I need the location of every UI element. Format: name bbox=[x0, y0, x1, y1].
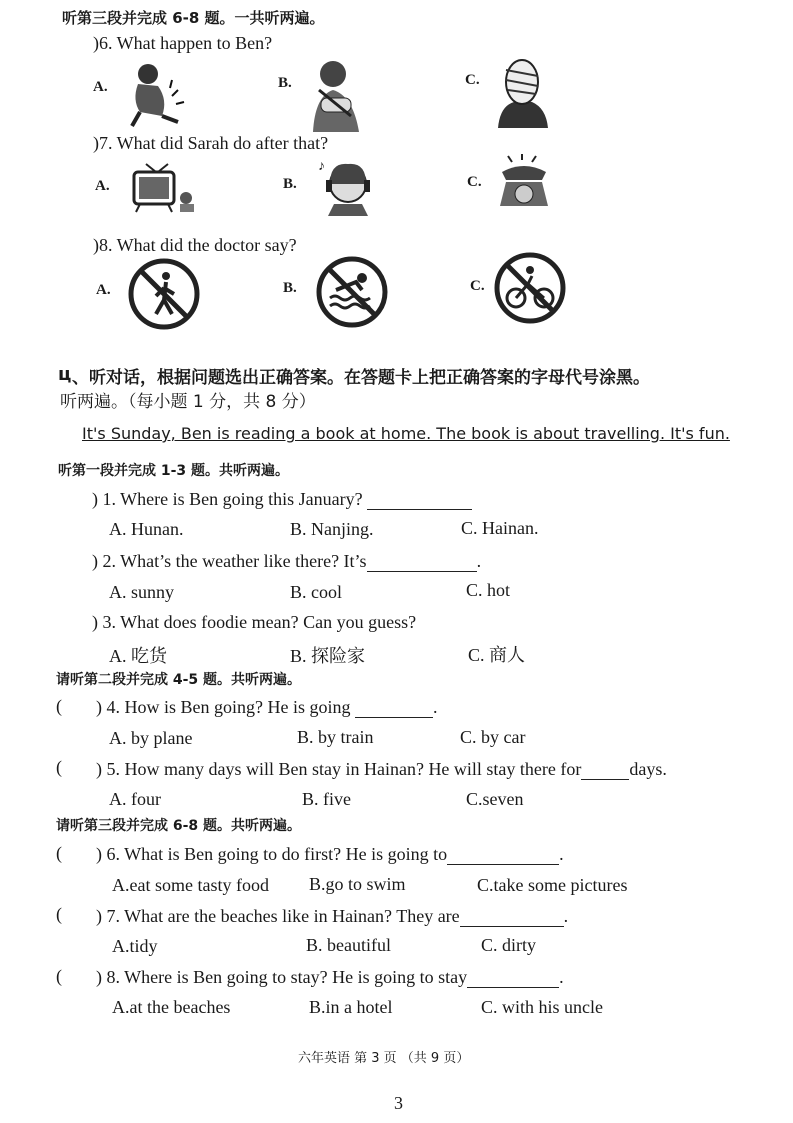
instruction-line-2: 听两遍。（每小题 1 分，共 8 分） bbox=[60, 392, 316, 412]
section2-header: 请听第二段并完成 4-5 题。共听两遍。 bbox=[56, 672, 302, 688]
answer-blank[interactable] bbox=[467, 971, 559, 988]
answer-paren-5[interactable]: ( bbox=[56, 757, 62, 777]
pic-q8-letter-b: B. bbox=[283, 280, 297, 296]
section3-header: 请听第三段并完成 6-8 题。共听两遍。 bbox=[56, 818, 302, 834]
q6-option-b[interactable]: B.go to swim bbox=[309, 874, 406, 894]
q5-option-a[interactable]: A. four bbox=[109, 789, 161, 809]
hurt-knee-picture bbox=[122, 60, 192, 132]
answer-paren-6[interactable]: ( bbox=[56, 843, 62, 863]
section1-header: 听第一段并完成 1-3 题。共听两遍。 bbox=[58, 463, 290, 479]
answer-paren-7[interactable]: ( bbox=[56, 904, 62, 924]
pic-question-6: )6. What happen to Ben? bbox=[93, 33, 273, 53]
question-4: ) 4. How is Ben going? He is going . bbox=[96, 697, 438, 717]
answer-blank[interactable] bbox=[460, 910, 564, 927]
page-footer-label: 六年英语 第 3 页 （共 9 页） bbox=[298, 1051, 470, 1066]
q1-option-c[interactable]: C. Hainan. bbox=[461, 518, 539, 538]
q2-option-a[interactable]: A. sunny bbox=[109, 582, 175, 602]
part-marker: ц bbox=[58, 364, 72, 385]
intro-sentence: It's Sunday, Ben is reading a book at home. The book is about travelling. It's fun. bbox=[82, 424, 730, 443]
question-5: ) 5. How many days will Ben stay in Hainan? He will stay there for days. bbox=[96, 759, 667, 779]
answer-blank[interactable] bbox=[447, 848, 559, 865]
no-cycling-sign bbox=[492, 250, 568, 326]
pic-q8-letter-c: C. bbox=[470, 278, 485, 294]
q3-option-c[interactable]: C. 商人 bbox=[468, 645, 526, 665]
question-2: ) 2. What’s the weather like there? It’s . bbox=[92, 551, 482, 571]
q1-option-a[interactable]: A. Hunan. bbox=[109, 519, 184, 539]
no-swimming-sign bbox=[314, 254, 390, 330]
pic-q7-letter-b: B. bbox=[283, 176, 297, 192]
pic-q6-letter-c: C. bbox=[465, 72, 480, 88]
pic-q6-letter-b: B. bbox=[278, 75, 292, 91]
music-girl-picture bbox=[316, 156, 378, 216]
q8-option-b[interactable]: B.in a hotel bbox=[309, 997, 393, 1017]
question-3: ) 3. What does foodie mean? Can you guess? bbox=[92, 612, 417, 632]
q3-option-a[interactable]: A. 吃货 bbox=[109, 646, 167, 666]
pic-question-7: )7. What did Sarah do after that? bbox=[93, 133, 329, 153]
q7-option-b[interactable]: B. beautiful bbox=[306, 935, 391, 955]
q4-option-a[interactable]: A. by plane bbox=[109, 728, 193, 748]
q8-option-a[interactable]: A.at the beaches bbox=[112, 997, 231, 1017]
pic-q7-letter-c: C. bbox=[467, 174, 482, 190]
pic-q8-letter-a: A. bbox=[96, 282, 111, 298]
answer-paren-8[interactable]: ( bbox=[56, 966, 62, 986]
q7-option-a[interactable]: A.tidy bbox=[112, 936, 158, 956]
question-1: ) 1. Where is Ben going this January? bbox=[92, 489, 472, 510]
pic-question-8: )8. What did the doctor say? bbox=[93, 235, 297, 255]
q2-option-c[interactable]: C. hot bbox=[466, 580, 511, 600]
bandaged-head-picture bbox=[492, 56, 552, 128]
answer-blank[interactable] bbox=[367, 493, 472, 510]
broken-arm-picture bbox=[305, 58, 367, 132]
q8-option-c[interactable]: C. with his uncle bbox=[481, 997, 603, 1017]
q6-option-c[interactable]: C.take some pictures bbox=[477, 875, 628, 895]
question-6: ) 6. What is Ben going to do first? He is going to . bbox=[96, 844, 564, 864]
answer-blank[interactable] bbox=[355, 701, 433, 718]
answer-blank[interactable] bbox=[581, 763, 629, 780]
instruction-line-1: 、听对话，根据问题选出正确答案。在答题卡上把正确答案的字母代号涂黑。 bbox=[72, 368, 650, 388]
q7-option-c[interactable]: C. dirty bbox=[481, 935, 537, 955]
q5-option-b[interactable]: B. five bbox=[302, 789, 351, 809]
q5-option-c[interactable]: C.seven bbox=[466, 789, 524, 809]
answer-blank[interactable] bbox=[367, 555, 477, 572]
q6-option-a[interactable]: A.eat some tasty food bbox=[112, 875, 269, 895]
pic-q7-letter-a: A. bbox=[95, 178, 110, 194]
q4-option-c[interactable]: C. by car bbox=[460, 727, 526, 747]
pic-q6-letter-a: A. bbox=[93, 79, 108, 95]
page-number: 3 bbox=[394, 1093, 403, 1113]
question-8: ) 8. Where is Ben going to stay? He is going to stay . bbox=[96, 967, 564, 987]
telephone-picture bbox=[492, 154, 556, 214]
q2-option-b[interactable]: B. cool bbox=[290, 582, 342, 602]
no-walking-sign bbox=[126, 256, 202, 332]
q4-option-b[interactable]: B. by train bbox=[297, 727, 374, 747]
q1-option-b[interactable]: B. Nanjing. bbox=[290, 519, 374, 539]
answer-paren-4[interactable]: ( bbox=[56, 696, 62, 716]
svg-text:♪: ♪ bbox=[318, 159, 325, 174]
question-7: ) 7. What are the beaches like in Hainan? They are . bbox=[96, 906, 569, 926]
tv-picture bbox=[128, 160, 202, 216]
top-section-header: 听第三段并完成 6-8 题。一共听两遍。 bbox=[62, 9, 325, 27]
q3-option-b[interactable]: B. 探险家 bbox=[290, 646, 366, 666]
